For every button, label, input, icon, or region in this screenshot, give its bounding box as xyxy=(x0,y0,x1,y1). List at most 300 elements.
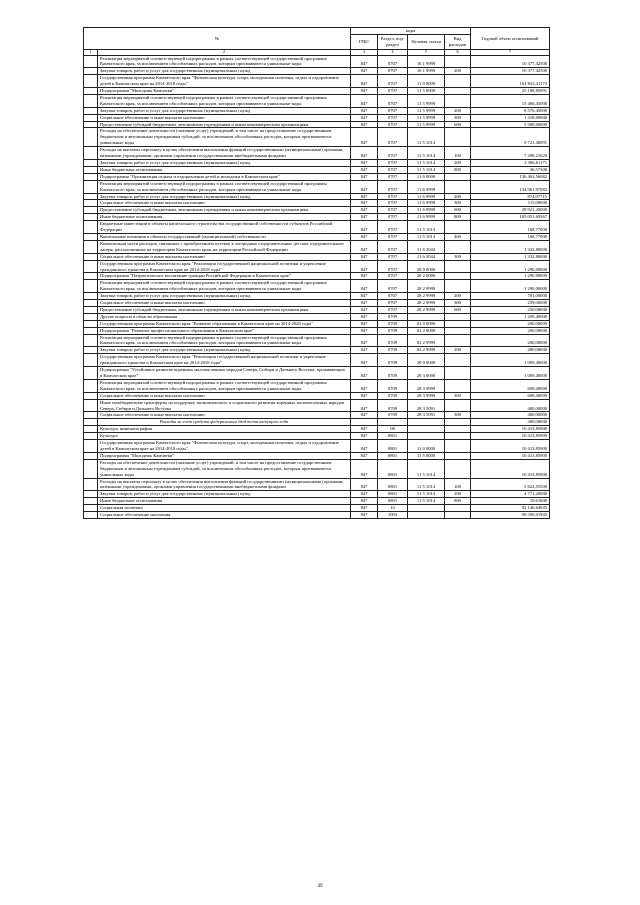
table-row xyxy=(84,253,550,260)
cell-razdel: 0707 xyxy=(378,221,408,234)
cell-razdel: 0707 xyxy=(378,260,408,273)
cell-vr xyxy=(445,55,471,68)
cell-blank xyxy=(84,173,98,180)
cell-cs: 11 5 1014 xyxy=(408,166,445,173)
cell-blank xyxy=(84,273,98,280)
cell-razdel: 0709 xyxy=(378,334,408,347)
cell-name: Реализация мероприятий соответствующей подпрограммы в рамках соответствующей государственной программы Камчатского края, за исключением обособленных расходов, которым присваиваются уникальные коды xyxy=(98,334,351,347)
cell-cs: 11 5 1014 xyxy=(408,478,445,491)
cell-cs: 11 6 0000 xyxy=(408,173,445,180)
table-row xyxy=(84,300,550,307)
col-num-2: 2 xyxy=(98,49,351,55)
cell-blank xyxy=(84,240,98,253)
cell-razdel: 0707 xyxy=(378,114,408,121)
cell-razdel: 0709 xyxy=(378,313,408,320)
cell-vr: 200 xyxy=(445,160,471,167)
table-row xyxy=(84,280,550,293)
header-annual: Годовой объем ассигнований xyxy=(471,28,550,50)
cell-blank xyxy=(84,200,98,207)
cell-blank xyxy=(84,160,98,167)
cell-name: Иные межбюджетные трансферты на поддержку экономического и социального развития коренных малочисленных народов Севера, Сибири и Дальнего Востока xyxy=(98,399,351,412)
cell-sum: 1 290,00000 xyxy=(471,273,550,280)
cell-sum: 1 332,80000 xyxy=(471,253,550,260)
table-row xyxy=(84,412,550,419)
cell-vr: 200 xyxy=(445,491,471,498)
table-row xyxy=(84,121,550,128)
cell-vr: 300 xyxy=(445,300,471,307)
cell-blank xyxy=(84,214,98,221)
cell-grbs: 847 xyxy=(351,75,378,88)
cell-sum: 400,00000 xyxy=(471,419,550,426)
cell-vr xyxy=(445,180,471,193)
cell-sum: 10 413,85900 xyxy=(471,459,550,478)
cell-grbs: 847 xyxy=(351,334,378,347)
table-row xyxy=(84,354,550,367)
cell-blank xyxy=(84,440,98,453)
table-row xyxy=(84,214,550,221)
cell-cs: 28 3 9999 xyxy=(408,379,445,392)
cell-grbs: 847 xyxy=(351,426,378,433)
cell-blank xyxy=(84,107,98,114)
cell-name: Закупка товаров, работ и услуг для государственных (муниципальных) нужд xyxy=(98,107,351,114)
cell-blank xyxy=(84,392,98,399)
cell-sum: 9 721,40091 xyxy=(471,128,550,147)
cell-razdel: 0707 xyxy=(378,121,408,128)
cell-sum: 400,00000 xyxy=(471,399,550,412)
cell-blank xyxy=(84,433,98,440)
cell-grbs: 847 xyxy=(351,327,378,334)
table-row xyxy=(84,379,550,392)
cell-cs: 28 2 0000 xyxy=(408,273,445,280)
table-row xyxy=(84,273,550,280)
header-num: № xyxy=(84,28,351,50)
cell-vr: 300 xyxy=(445,114,471,121)
cell-blank xyxy=(84,121,98,128)
cell-cs: 11 5 1014 xyxy=(408,160,445,167)
cell-sum: 2 386,61171 xyxy=(471,160,550,167)
cell-vr: 800 xyxy=(445,214,471,221)
cell-blank xyxy=(84,367,98,380)
cell-cs: 11 6 9999 xyxy=(408,207,445,214)
cell-razdel: 0707 xyxy=(378,253,408,260)
cell-blank xyxy=(84,300,98,307)
cell-name: Социальная политика xyxy=(98,505,351,512)
cell-name: Государственная программа Камчатского края "Реализация государственной национальной политики и укрепление гражданского единства в Камчатском крае на 2014-2018 годы" xyxy=(98,260,351,273)
cell-blank xyxy=(84,498,98,505)
cell-sum: 7 298,21620 xyxy=(471,147,550,160)
cell-razdel: 0801 xyxy=(378,433,408,440)
cell-vr: 300 xyxy=(445,253,471,260)
cell-cs: 11 5 0000 xyxy=(408,452,445,459)
cell-vr: 100 xyxy=(445,478,471,491)
cell-cs: 28 0 0000 xyxy=(408,260,445,273)
cell-vr xyxy=(445,426,471,433)
cell-cs: 11 5 9999 xyxy=(408,107,445,114)
cell-vr: 200 xyxy=(445,193,471,200)
cell-grbs: 847 xyxy=(351,505,378,512)
cell-blank xyxy=(84,320,98,327)
cell-name: Реализация мероприятий соответствующей подпрограммы в рамках соответствующей государственной программы Камчатского края, за исключением обособленных расходов, которым присваиваются уникальные коды xyxy=(98,280,351,293)
cell-sum: 10 413,85900 xyxy=(471,433,550,440)
cell-razdel: 0801 xyxy=(378,491,408,498)
cell-grbs: 847 xyxy=(351,214,378,221)
table-row xyxy=(84,313,550,320)
cell-cs: 11 5 1014 xyxy=(408,498,445,505)
cell-cs: 11 5 0000 xyxy=(408,88,445,95)
table-row xyxy=(84,426,550,433)
cell-sum: 10 377,42500 xyxy=(471,68,550,75)
cell-sum: 25 188,85091 xyxy=(471,88,550,95)
cell-razdel: 0707 xyxy=(378,160,408,167)
table-row xyxy=(84,160,550,167)
cell-grbs: 847 xyxy=(351,180,378,193)
table-row xyxy=(84,478,550,491)
cell-sum: 1 290,00000 xyxy=(471,260,550,273)
cell-sum: 10 377,42500 xyxy=(471,55,550,68)
cell-vr xyxy=(445,273,471,280)
cell-sum: 134 961,97082 xyxy=(471,180,550,193)
cell-razdel: 0707 xyxy=(378,280,408,293)
cell-grbs: 847 xyxy=(351,114,378,121)
table-row xyxy=(84,147,550,160)
cell-blank xyxy=(84,313,98,320)
cell-name: Реализация мероприятий соответствующей подпрограммы в рамках соответствующей государственной программы Камчатского края, за исключением обособленных расходов, которым присваиваются уникальные коды xyxy=(98,180,351,193)
cell-blank xyxy=(84,280,98,293)
cell-vr xyxy=(445,399,471,412)
cell-vr xyxy=(445,459,471,478)
cell-name: Бюджетные инвестиции в объекты капитального строительства государственной собственности субъектов Российской Федерации xyxy=(98,221,351,234)
table-row xyxy=(84,505,550,512)
cell-sum: 781,00000 xyxy=(471,293,550,300)
cell-blank xyxy=(84,253,98,260)
header-row-top xyxy=(84,28,550,35)
table-row xyxy=(84,347,550,354)
cell-vr: 600 xyxy=(445,121,471,128)
cell-sum: 1 209,40000 xyxy=(471,313,550,320)
cell-blank xyxy=(84,233,98,240)
cell-razdel: 08 xyxy=(378,426,408,433)
cell-razdel: 0707 xyxy=(378,273,408,280)
cell-blank xyxy=(84,334,98,347)
cell-sum: 1 290,00000 xyxy=(471,280,550,293)
table-row xyxy=(84,334,550,347)
cell-name: Другие вопросы в области образования xyxy=(98,313,351,320)
cell-name: Подпрограмма "Организация отдыха и оздоровления детей и молодежи в Камчатском крае" xyxy=(98,173,351,180)
cell-name: Подпрограмма "Устойчивое развитие коренных малочисленных народов Севера, Сибири и Дальнего Востока, проживающих в Камчатском крае" xyxy=(98,367,351,380)
cell-name: Подпрограмма "Молодежь Камчатки" xyxy=(98,88,351,95)
table-row xyxy=(84,173,550,180)
cell-grbs: 847 xyxy=(351,452,378,459)
cell-razdel: 0709 xyxy=(378,367,408,380)
cell-cs: 11 5 1014 xyxy=(408,128,445,147)
cell-cs: 28 2 9999 xyxy=(408,306,445,313)
table-row xyxy=(84,94,550,107)
cell-grbs: 847 xyxy=(351,193,378,200)
cell-razdel: 0707 xyxy=(378,300,408,307)
table-row xyxy=(84,207,550,214)
cell-razdel: 0707 xyxy=(378,240,408,253)
cell-cs: 11 5 9999 xyxy=(408,114,445,121)
cell-sum: 259,00000 xyxy=(471,300,550,307)
cell-blank xyxy=(84,505,98,512)
cell-sum: 5 580,00000 xyxy=(471,121,550,128)
cell-vr: 800 xyxy=(445,166,471,173)
cell-name: Государственная программа Камчатского края "Физическая культура, спорт, молодежная политика, отдых и оздоровление детей в Камчатском крае на 2014-2018 годы" xyxy=(98,75,351,88)
cell-grbs: 847 xyxy=(351,440,378,453)
table-row xyxy=(84,392,550,399)
table-row xyxy=(84,367,550,380)
table-row xyxy=(84,55,550,68)
cell-grbs: 847 xyxy=(351,233,378,240)
cell-sum: 90 350,01945 xyxy=(471,512,550,519)
cell-grbs: 847 xyxy=(351,94,378,107)
cell-vr xyxy=(445,313,471,320)
cell-blank xyxy=(84,221,98,234)
cell-razdel: 0707 xyxy=(378,166,408,173)
cell-razdel: 10 xyxy=(378,505,408,512)
cell-grbs: 847 xyxy=(351,88,378,95)
col-num-5: 5 xyxy=(408,49,445,55)
cell-razdel: 1003 xyxy=(378,512,408,519)
cell-vr xyxy=(445,240,471,253)
cell-cs: 11 5 1014 xyxy=(408,147,445,160)
cell-blank xyxy=(84,128,98,147)
cell-razdel: 0707 xyxy=(378,88,408,95)
cell-name: Расходы на выплаты персоналу в целях обеспечения выполнения функций государственными (муниципальными) органами, казенными учреждениями, органами управления государственными внебюджетными фондами xyxy=(98,147,351,160)
cell-cs: 11 6 9999 xyxy=(408,180,445,193)
cell-vr: 200 xyxy=(445,68,471,75)
cell-sum: 609,40000 xyxy=(471,379,550,392)
table-row xyxy=(84,498,550,505)
table-row xyxy=(84,221,550,234)
cell-name: Подпрограмма "Патриотическое воспитание граждан Российской Федерации в Камчатском крае" xyxy=(98,273,351,280)
table-row xyxy=(84,193,550,200)
cell-razdel: 0801 xyxy=(378,459,408,478)
cell-razdel: 0707 xyxy=(378,293,408,300)
cell-vr xyxy=(445,367,471,380)
cell-cs: 02 0 0000 xyxy=(408,320,445,327)
header-razdel: Раздел, под-раздел xyxy=(378,34,408,49)
cell-grbs: 847 xyxy=(351,512,378,519)
cell-razdel: 0707 xyxy=(378,75,408,88)
cell-grbs: 847 xyxy=(351,392,378,399)
cell-vr xyxy=(445,221,471,234)
table-row xyxy=(84,180,550,193)
cell-cs: 11 6 9999 xyxy=(408,214,445,221)
cell-name: Социальное обеспечение и иные выплаты населению xyxy=(98,114,351,121)
cell-name: Предоставление субсидий бюджетным, автономным учреждениям и иным некоммерческим организациям xyxy=(98,306,351,313)
cell-name: Социальное обеспечение и иные выплаты населению xyxy=(98,300,351,307)
table-row xyxy=(84,240,550,253)
budget-table-body xyxy=(84,55,550,518)
cell-grbs: 847 xyxy=(351,107,378,114)
table-row xyxy=(84,233,550,240)
cell-sum: 161 653,41173 xyxy=(471,75,550,88)
cell-vr xyxy=(445,452,471,459)
page-number: 49 xyxy=(317,884,323,889)
table-row xyxy=(84,107,550,114)
table-row xyxy=(84,433,550,440)
cell-blank xyxy=(84,180,98,193)
cell-sum: 8 570,45000 xyxy=(471,107,550,114)
cell-vr: 400 xyxy=(445,233,471,240)
cell-name: Предоставление субсидий бюджетным, автономным учреждениям и иным некоммерческим организациям xyxy=(98,207,351,214)
cell-name: Государственная программа Камчатского края "Реализация государственной национальной политики и укрепление гражданского единства в Камчатском крае на 2014-2018 годы" xyxy=(98,354,351,367)
cell-cs: 28 2 9999 xyxy=(408,300,445,307)
cell-name: Закупка товаров, работ и услуг для государственных (муниципальных) нужд xyxy=(98,491,351,498)
cell-blank xyxy=(84,347,98,354)
cell-razdel: 0707 xyxy=(378,306,408,313)
col-num-1: 1 xyxy=(84,49,98,55)
cell-blank xyxy=(84,68,98,75)
table-row xyxy=(84,128,550,147)
table-row xyxy=(84,166,550,173)
cell-name: Закупка товаров, работ и услуг для государственных (муниципальных) нужд xyxy=(98,160,351,167)
cell-blank xyxy=(84,193,98,200)
cell-razdel: 0801 xyxy=(378,440,408,453)
cell-grbs: 847 xyxy=(351,160,378,167)
cell-blank xyxy=(84,166,98,173)
cell-name: Закупка товаров, работ и услуг для государственных (муниципальных) нужд xyxy=(98,293,351,300)
cell-vr: 300 xyxy=(445,412,471,419)
cell-sum: 168,77000 xyxy=(471,221,550,234)
cell-sum: 36,57300 xyxy=(471,166,550,173)
cell-razdel: 0709 xyxy=(378,392,408,399)
cell-razdel: 0707 xyxy=(378,94,408,107)
cell-sum: 1 332,80000 xyxy=(471,240,550,253)
cell-razdel: 0709 xyxy=(378,354,408,367)
cell-razdel: 0709 xyxy=(378,327,408,334)
cell-cs: 11 6 9999 xyxy=(408,200,445,207)
cell-grbs: 847 xyxy=(351,498,378,505)
cell-vr xyxy=(445,128,471,147)
cell-cs: 11 5 9999 xyxy=(408,121,445,128)
cell-grbs: 847 xyxy=(351,280,378,293)
table-row xyxy=(84,114,550,121)
cell-name: Культура xyxy=(98,433,351,440)
table-row xyxy=(84,440,550,453)
cell-vr xyxy=(445,75,471,88)
cell-grbs xyxy=(351,419,378,426)
cell-cs: 28 3 5091 xyxy=(408,412,445,419)
cell-razdel: 0707 xyxy=(378,200,408,207)
cell-razdel: 0709 xyxy=(378,347,408,354)
cell-vr: 100 xyxy=(445,147,471,160)
cell-name: Социальное обеспечение и иные выплаты населению xyxy=(98,253,351,260)
cell-cs: 11 0 0000 xyxy=(408,75,445,88)
cell-grbs: 847 xyxy=(351,347,378,354)
cell-cs: 02 2 0000 xyxy=(408,327,445,334)
cell-sum: 10 413,85900 xyxy=(471,440,550,453)
cell-grbs: 847 xyxy=(351,221,378,234)
table-row xyxy=(84,260,550,273)
cell-razdel: 0801 xyxy=(378,498,408,505)
table-row xyxy=(84,75,550,88)
cell-vr xyxy=(445,334,471,347)
cell-grbs: 847 xyxy=(351,147,378,160)
cell-name: Государственная программа Камчатского края "Развитие образования в Камчатском крае на 2014-2020 годы" xyxy=(98,320,351,327)
cell-name: Реализация мероприятий соответствующей подпрограммы в рамках соответствующей государственной программы Камчатского края, за исключением обособленных расходов, которым присваиваются уникальные коды xyxy=(98,379,351,392)
cell-blank xyxy=(84,88,98,95)
cell-vr xyxy=(445,379,471,392)
cell-cs: 16 1 9999 xyxy=(408,55,445,68)
cell-cs: 28 3 9999 xyxy=(408,392,445,399)
table-row xyxy=(84,293,550,300)
cell-sum: 4 771,20000 xyxy=(471,491,550,498)
table-row xyxy=(84,306,550,313)
cell-vr xyxy=(445,433,471,440)
cell-name: Государственная программа Камчатского края "Физическая культура, спорт, молодежная политика, отдых и оздоровление детей в Камчатском крае на 2014-2018 годы" xyxy=(98,440,351,453)
cell-cs: 28 2 9999 xyxy=(408,280,445,293)
cell-cs: 11 6 9999 xyxy=(408,193,445,200)
cell-grbs: 847 xyxy=(351,478,378,491)
cell-grbs: 847 xyxy=(351,306,378,313)
cell-name: Расходы на обеспечение деятельности (оказание услуг) учреждений, в том числе на предоставление государственным бюджетным и автономным учреждениям субсидий, за исключением обособленных расходов, которым присваиваются уникальные коды xyxy=(98,128,351,147)
cell-cs: 11 6 2044 xyxy=(408,240,445,253)
cell-vr: 200 xyxy=(445,293,471,300)
cell-razdel: 0707 xyxy=(378,68,408,75)
cell-razdel: 0707 xyxy=(378,193,408,200)
cell-cs: 11 6 2044 xyxy=(408,253,445,260)
cell-grbs: 847 xyxy=(351,260,378,273)
cell-vr xyxy=(445,354,471,367)
cell-vr xyxy=(445,260,471,273)
cell-razdel: 0707 xyxy=(378,233,408,240)
cell-razdel: 0707 xyxy=(378,173,408,180)
cell-blank xyxy=(84,491,98,498)
cell-razdel: 0707 xyxy=(378,107,408,114)
cell-sum: 5 622,55500 xyxy=(471,478,550,491)
cell-grbs: 847 xyxy=(351,55,378,68)
cell-razdel: 0709 xyxy=(378,412,408,419)
budget-table xyxy=(83,27,550,519)
cell-razdel: 0709 xyxy=(378,320,408,327)
cell-cs: 28 3 0000 xyxy=(408,367,445,380)
cell-cs: 28 2 9999 xyxy=(408,293,445,300)
cell-sum: 609,40000 xyxy=(471,392,550,399)
cell-grbs: 847 xyxy=(351,313,378,320)
cell-blank xyxy=(84,459,98,478)
cell-sum: 200,00000 xyxy=(471,320,550,327)
cell-name: Культура, кинематография xyxy=(98,426,351,433)
cell-sum: 105 051,69367 xyxy=(471,214,550,221)
col-num-3: 3 xyxy=(351,49,378,55)
cell-sum: 400,00000 xyxy=(471,412,550,419)
cell-blank xyxy=(84,512,98,519)
cell-sum: 168,77000 xyxy=(471,233,550,240)
cell-razdel: 0801 xyxy=(378,478,408,491)
cell-sum: 136 463,56082 xyxy=(471,173,550,180)
cell-cs: 11 5 9999 xyxy=(408,94,445,107)
cell-vr xyxy=(445,512,471,519)
cell-razdel: 0707 xyxy=(378,147,408,160)
cell-razdel xyxy=(378,419,408,426)
table-row xyxy=(84,327,550,334)
cell-blank xyxy=(84,452,98,459)
cell-name: Предоставление субсидий бюджетным, автономным учреждениям и иным некоммерческим организациям xyxy=(98,121,351,128)
table-row xyxy=(84,320,550,327)
cell-grbs: 847 xyxy=(351,200,378,207)
cell-vr xyxy=(445,173,471,180)
cell-name: Социальное обеспечение и иные выплаты населению xyxy=(98,200,351,207)
cell-cs: 11 5 1014 xyxy=(408,491,445,498)
table-row xyxy=(84,459,550,478)
cell-name: Расходы на выплаты персоналу в целях обеспечения выполнения функций государственными (муниципальными) органами, казенными учреждениями, органами управления государственными внебюджетными фондами xyxy=(98,478,351,491)
cell-sum: 10 413,85900 xyxy=(471,452,550,459)
cell-grbs: 847 xyxy=(351,121,378,128)
cell-grbs: 847 xyxy=(351,253,378,260)
cell-blank xyxy=(84,478,98,491)
